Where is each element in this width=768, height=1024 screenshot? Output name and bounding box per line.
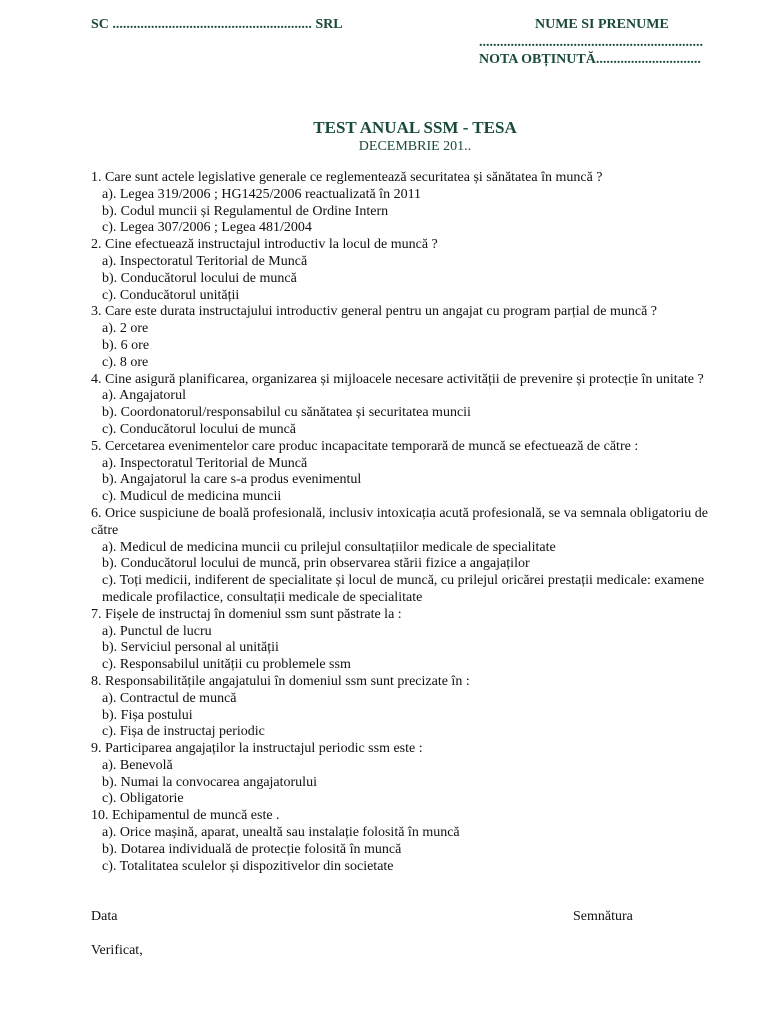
name-label: NUME SI PRENUME [535, 17, 669, 32]
question-block [91, 170, 731, 237]
question-text: 1. Care sunt actele legislative generale ce reglementează securitatea și sănătatea în muncă ? [91, 170, 603, 185]
answer-option: b). Angajatorul la care s-a produs evenimentul [102, 472, 362, 488]
answer-option: b). Coordonatorul/responsabilul cu sănătatea și securitatea muncii [102, 405, 471, 421]
question-text: 9. Participarea angajaților la instructajul periodic ssm este : [91, 741, 423, 757]
question-block [91, 237, 731, 304]
question-text: 8. Responsabilitățile angajatului în domeniul ssm sunt precizate în : [91, 673, 470, 689]
question-block [91, 674, 731, 741]
answer-option: a). Medicul de medicina muncii cu prilejul consultațiilor medicale de specialitate [102, 539, 556, 555]
answer-option: b). 6 ore [102, 337, 150, 353]
answer-option: a). Contractul de muncă [102, 690, 237, 706]
answer-option: b). Fișa postului [102, 707, 193, 723]
question-text: 2. Cine efectuează instructajul introductiv la locul de muncă ? [91, 237, 438, 253]
answer-option: c). Mudicul de medicina muncii [102, 489, 282, 505]
answer-option: a). Inspectoratul Teritorial de Muncă [102, 253, 308, 269]
answer-option: c). 8 ore [102, 354, 149, 370]
answer-option: c). Conducătorul unității [102, 287, 240, 303]
date-label: Data [91, 909, 118, 924]
answer-option: a). 2 ore [102, 321, 149, 337]
answer-option: c). Fișa de instructaj periodic [102, 724, 265, 740]
answer-option: c). Totalitatea sculelor și dispozitivelor din societate [102, 858, 394, 874]
answer-option: b). Dotarea individuală de protecție folosită în muncă [102, 841, 402, 857]
answer-option: b). Conducătorul locului de muncă [102, 270, 297, 286]
verified-label: Verificat, [91, 943, 143, 958]
question-block [91, 506, 731, 607]
question-text: 3. Care este durata instructajului introductiv general pentru un angajat cu program parțial de muncă ? [91, 304, 658, 320]
question-text: 10. Echipamentul de muncă este . [91, 808, 280, 824]
page-title: TEST ANUAL SSM - TESA [313, 118, 517, 137]
answer-option: a). Legea 319/2006 ; HG1425/2006 reactualizată în 2011 [102, 186, 422, 202]
answer-option: b). Serviciul personal al unității [102, 640, 279, 656]
answer-option: c). Toți medicii, indiferent de specialitate și locul de muncă, cu prilejul oricărei prestații medicale: examene medicale profilactice, consultații medicale de specialitate [102, 573, 705, 605]
answer-option: b). Codul muncii și Regulamentul de Ordine Intern [102, 203, 389, 219]
question-text: 6. Orice suspiciune de boală profesională, inclusiv intoxicația acută profesională, se va semnala obligatoriu de către [91, 505, 708, 538]
answer-option: a). Inspectoratul Teritorial de Muncă [102, 455, 308, 471]
questions-list [91, 170, 731, 875]
answer-option: c). Responsabilul unității cu problemele ssm [102, 657, 351, 673]
company-field: SC ......................................................... SRL [91, 17, 343, 32]
name-field-dots: ................................................................ [479, 35, 703, 50]
question-block [91, 741, 731, 808]
answer-option: c). Conducătorul locului de muncă [102, 421, 296, 437]
answer-option: c). Legea 307/2006 ; Legea 481/2004 [102, 220, 312, 236]
question-block [91, 607, 731, 674]
signature-label: Semnătura [573, 909, 633, 924]
answer-option: b). Conducătorul locului de muncă, prin observarea stării fizice a angajaților [102, 556, 530, 572]
grade-field: NOTA OBȚINUTĂ.............................. [479, 52, 701, 67]
answer-option: a). Punctul de lucru [102, 623, 212, 639]
answer-option: a). Benevolă [102, 757, 173, 773]
question-text: 4. Cine asigură planificarea, organizarea și mijloacele necesare activității de prevenire și protecție în unitate ? [91, 371, 704, 387]
question-block [91, 372, 731, 439]
question-block [91, 304, 731, 371]
answer-option: a). Orice mașină, aparat, unealtă sau instalație folosită în muncă [102, 825, 460, 841]
question-block [91, 439, 731, 506]
question-text: 5. Cercetarea evenimentelor care produc incapacitate temporară de muncă se efectuează de către : [91, 438, 639, 454]
answer-option: a). Angajatorul [102, 388, 186, 404]
question-block [91, 808, 731, 875]
page-subtitle: DECEMBRIE 201.. [358, 139, 472, 154]
answer-option: c). Obligatorie [102, 791, 184, 807]
question-text: 7. Fișele de instructaj în domeniul ssm sunt păstrate la : [91, 606, 402, 622]
answer-option: b). Numai la convocarea angajatorului [102, 774, 317, 790]
